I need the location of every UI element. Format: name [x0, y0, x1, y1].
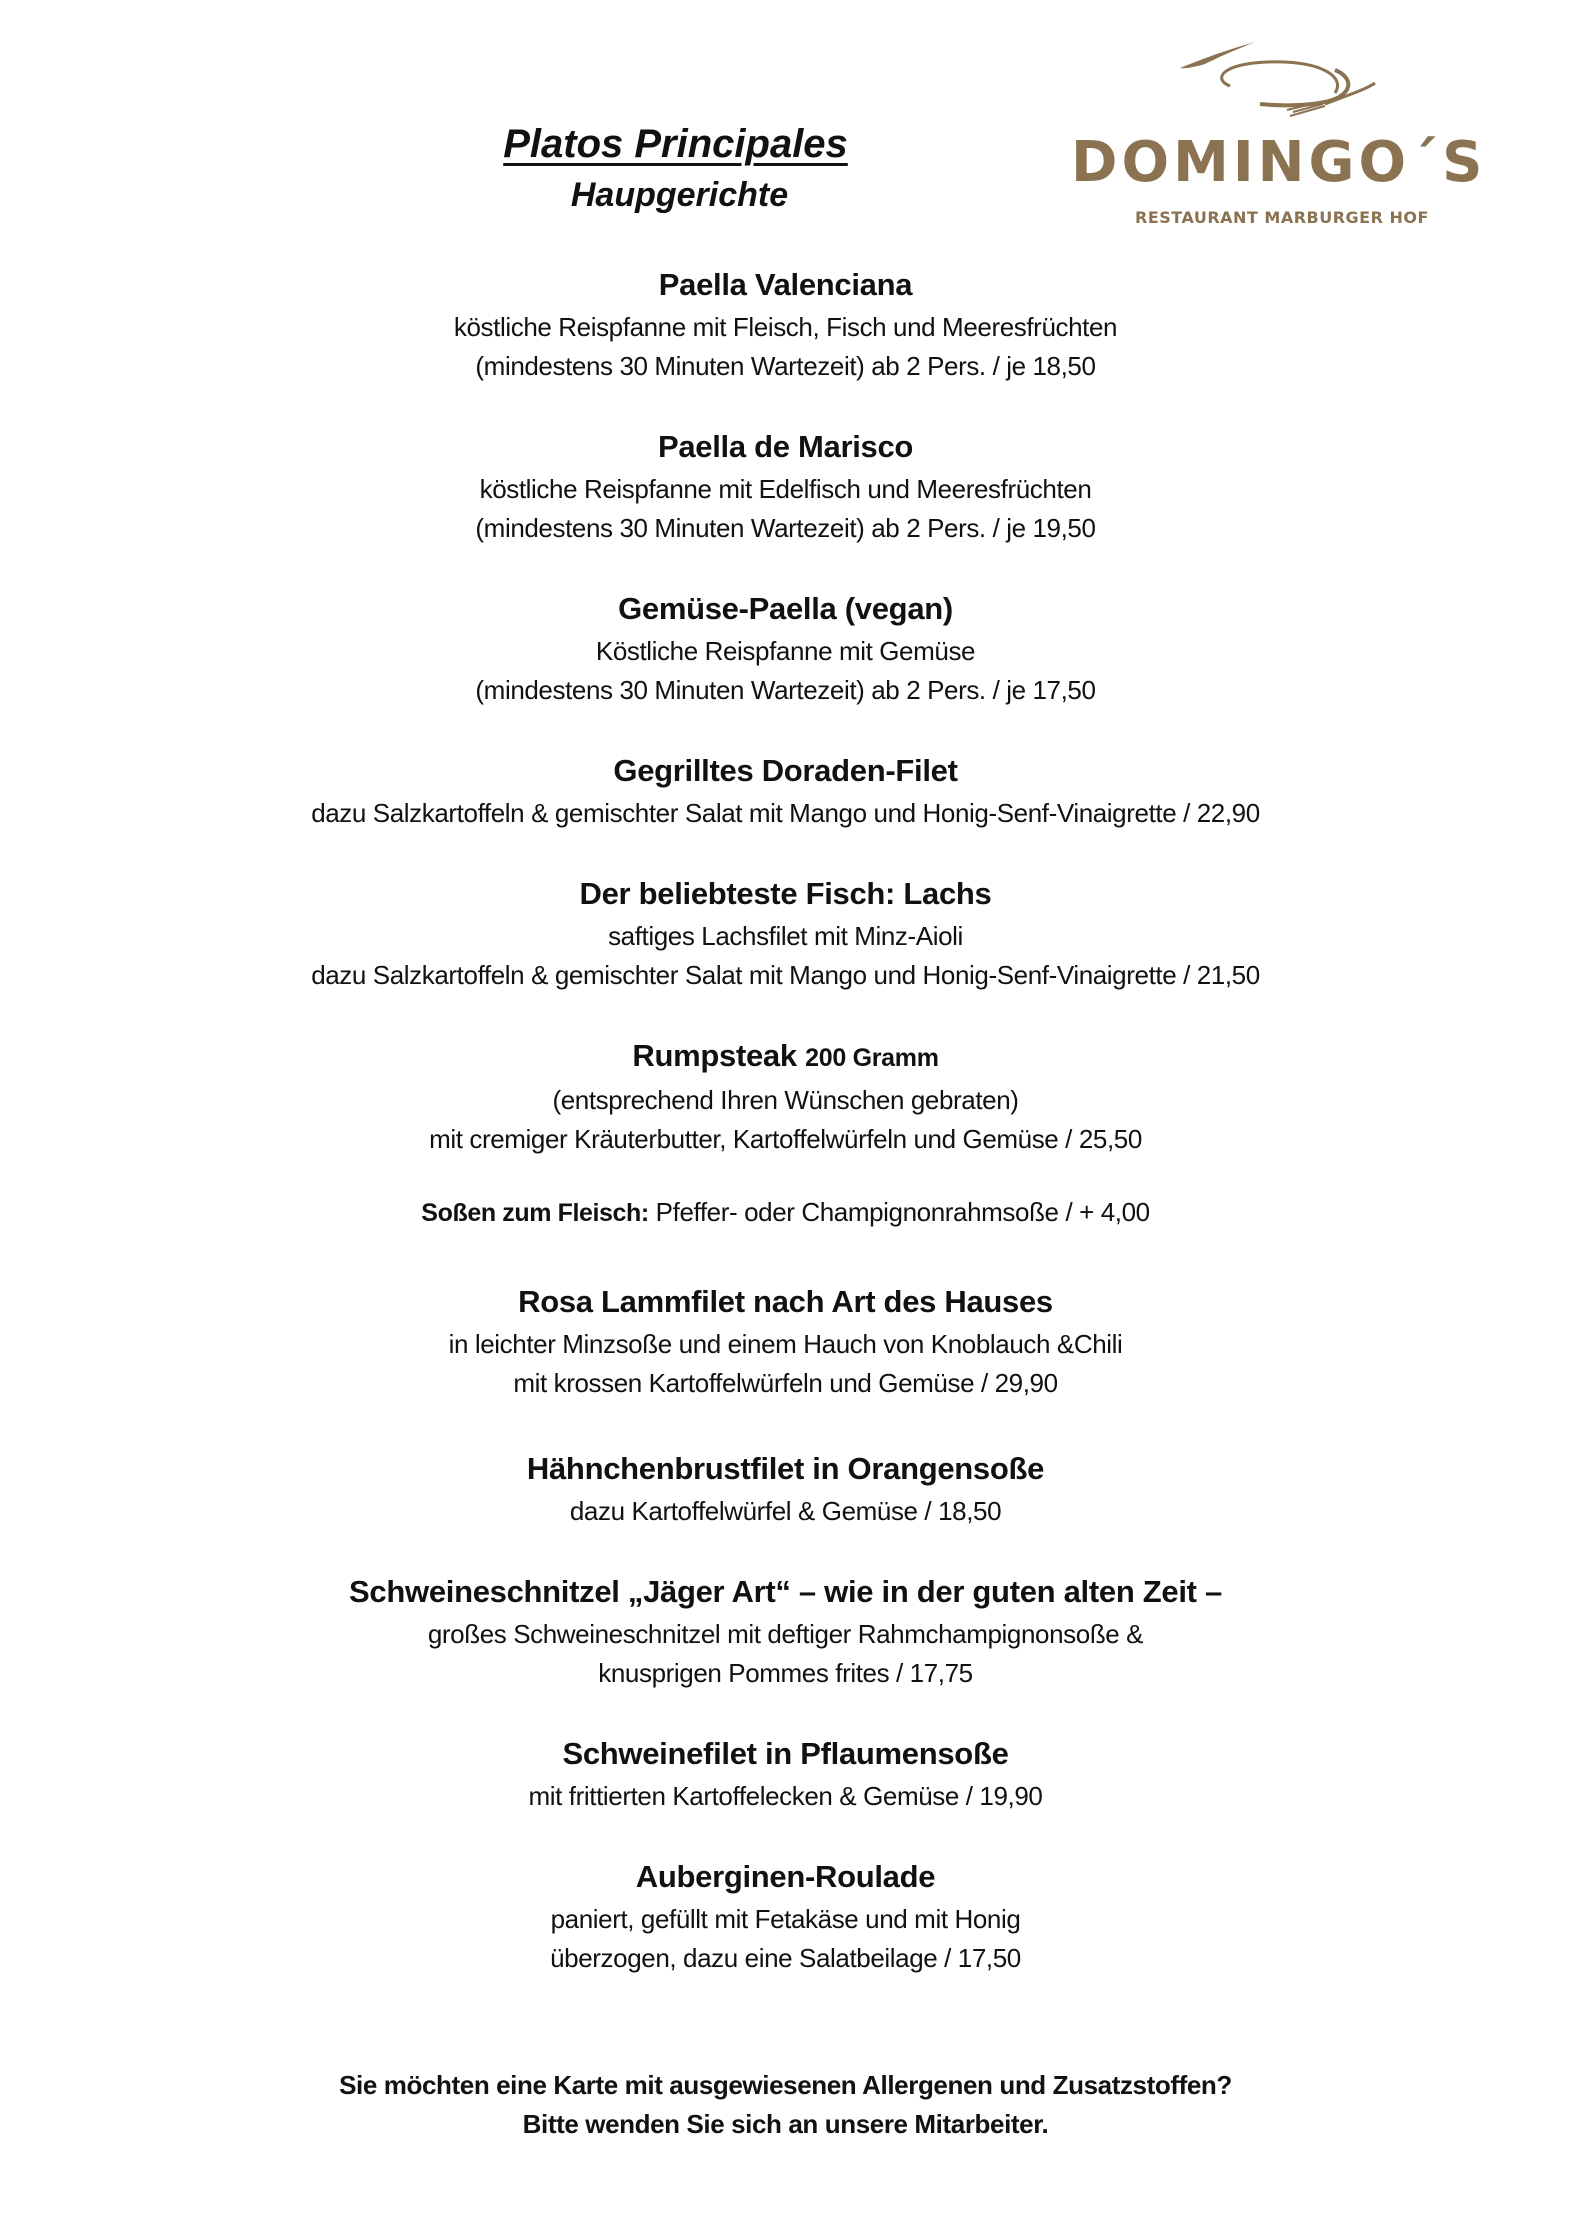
item-desc: paniert, gefüllt mit Fetakäse und mit Honig	[550, 1904, 1021, 1934]
item-desc: (mindestens 30 Minuten Wartezeit) ab 2 Pers. / je 18,50	[475, 351, 1096, 381]
allergen-notice-line2: Bitte wenden Sie sich an unsere Mitarbeiter.	[522, 2109, 1049, 2139]
item-name: Schweinefilet in Pflaumensoße	[562, 1736, 1009, 1771]
item-desc: mit cremiger Kräuterbutter, Kartoffelwürfeln und Gemüse / 25,50	[429, 1124, 1142, 1154]
menu-item	[0, 586, 1571, 710]
item-name: Gegrilltes Doraden-Filet	[613, 753, 958, 788]
item-desc: mit frittierten Kartoffelecken & Gemüse / 19,90	[528, 1781, 1043, 1811]
menu-item	[0, 1731, 1571, 1816]
item-desc: dazu Kartoffelwürfel & Gemüse / 18,50	[569, 1496, 1002, 1526]
menu-item	[0, 748, 1571, 833]
menu-heading	[0, 118, 1571, 220]
item-name: Auberginen-Roulade	[635, 1859, 936, 1894]
allergen-notice-line1: Sie möchten eine Karte mit ausgewiesenen Allergenen und Zusatzstoffen?	[339, 2070, 1232, 2100]
item-name: Schweineschnitzel „Jäger Art“ – wie in der guten alten Zeit –	[349, 1574, 1222, 1609]
item-desc: mit krossen Kartoffelwürfeln und Gemüse / 29,90	[513, 1368, 1058, 1398]
item-name: Gemüse-Paella (vegan)	[618, 591, 953, 626]
item-desc: in leichter Minzsoße und einem Hauch von Knoblauch &Chili	[448, 1329, 1123, 1359]
item-name	[0, 1033, 1571, 1081]
menu-item	[0, 1033, 1571, 1159]
plate-fork-knife-icon	[1175, 38, 1385, 118]
item-desc: überzogen, dazu eine Salatbeilage / 17,50	[550, 1943, 1021, 1973]
menu-item	[0, 1446, 1571, 1531]
logo-subtitle: RESTAURANT MARBURGER HOF	[1135, 208, 1429, 227]
menu-item	[0, 1569, 1571, 1693]
menu-item	[0, 424, 1571, 548]
menu-item	[0, 262, 1571, 386]
item-desc: (mindestens 30 Minuten Wartezeit) ab 2 Pers. / je 17,50	[475, 675, 1096, 705]
item-name: Rosa Lammfilet nach Art des Hauses	[518, 1284, 1053, 1319]
sauce-note	[0, 1193, 1571, 1233]
item-name-suffix: 200 Gramm	[805, 1044, 939, 1072]
item-name: Hähnchenbrustfilet in Orangensoße	[526, 1451, 1045, 1486]
item-name-text: Rumpsteak	[632, 1038, 797, 1073]
item-name: Paella de Marisco	[657, 429, 914, 464]
sauce-text: Pfeffer- oder Champignonrahmsoße / + 4,00	[648, 1197, 1150, 1227]
item-desc: saftiges Lachsfilet mit Minz-Aioli	[608, 921, 963, 951]
page-title: Platos Principales	[503, 122, 848, 166]
page-subtitle: Haupgerichte	[570, 176, 789, 214]
item-desc: köstliche Reispfanne mit Edelfisch und Meeresfrüchten	[479, 474, 1092, 504]
item-desc: knusprigen Pommes frites / 17,75	[598, 1658, 973, 1688]
item-desc: köstliche Reispfanne mit Fleisch, Fisch und Meeresfrüchten	[453, 312, 1118, 342]
allergen-notice	[0, 2066, 1571, 2144]
item-desc: großes Schweineschnitzel mit deftiger Rahmchampignonsoße &	[427, 1619, 1144, 1649]
item-desc: (mindestens 30 Minuten Wartezeit) ab 2 Pers. / je 19,50	[475, 513, 1096, 543]
menu-item	[0, 871, 1571, 995]
item-desc: (entsprechend Ihren Wünschen gebraten)	[552, 1085, 1019, 1115]
item-name: Paella Valenciana	[658, 267, 913, 302]
item-desc: Köstliche Reispfanne mit Gemüse	[595, 636, 976, 666]
menu-item	[0, 1854, 1571, 1978]
item-name: Der beliebteste Fisch: Lachs	[579, 876, 992, 911]
sauce-label: Soßen zum Fleisch:	[421, 1199, 649, 1227]
item-desc: dazu Salzkartoffeln & gemischter Salat mit Mango und Honig-Senf-Vinaigrette / 21,50	[311, 960, 1260, 990]
menu-item	[0, 1279, 1571, 1403]
logo-name: DOMINGO´S	[1071, 130, 1487, 195]
item-desc: dazu Salzkartoffeln & gemischter Salat mit Mango und Honig-Senf-Vinaigrette / 22,90	[311, 798, 1260, 828]
